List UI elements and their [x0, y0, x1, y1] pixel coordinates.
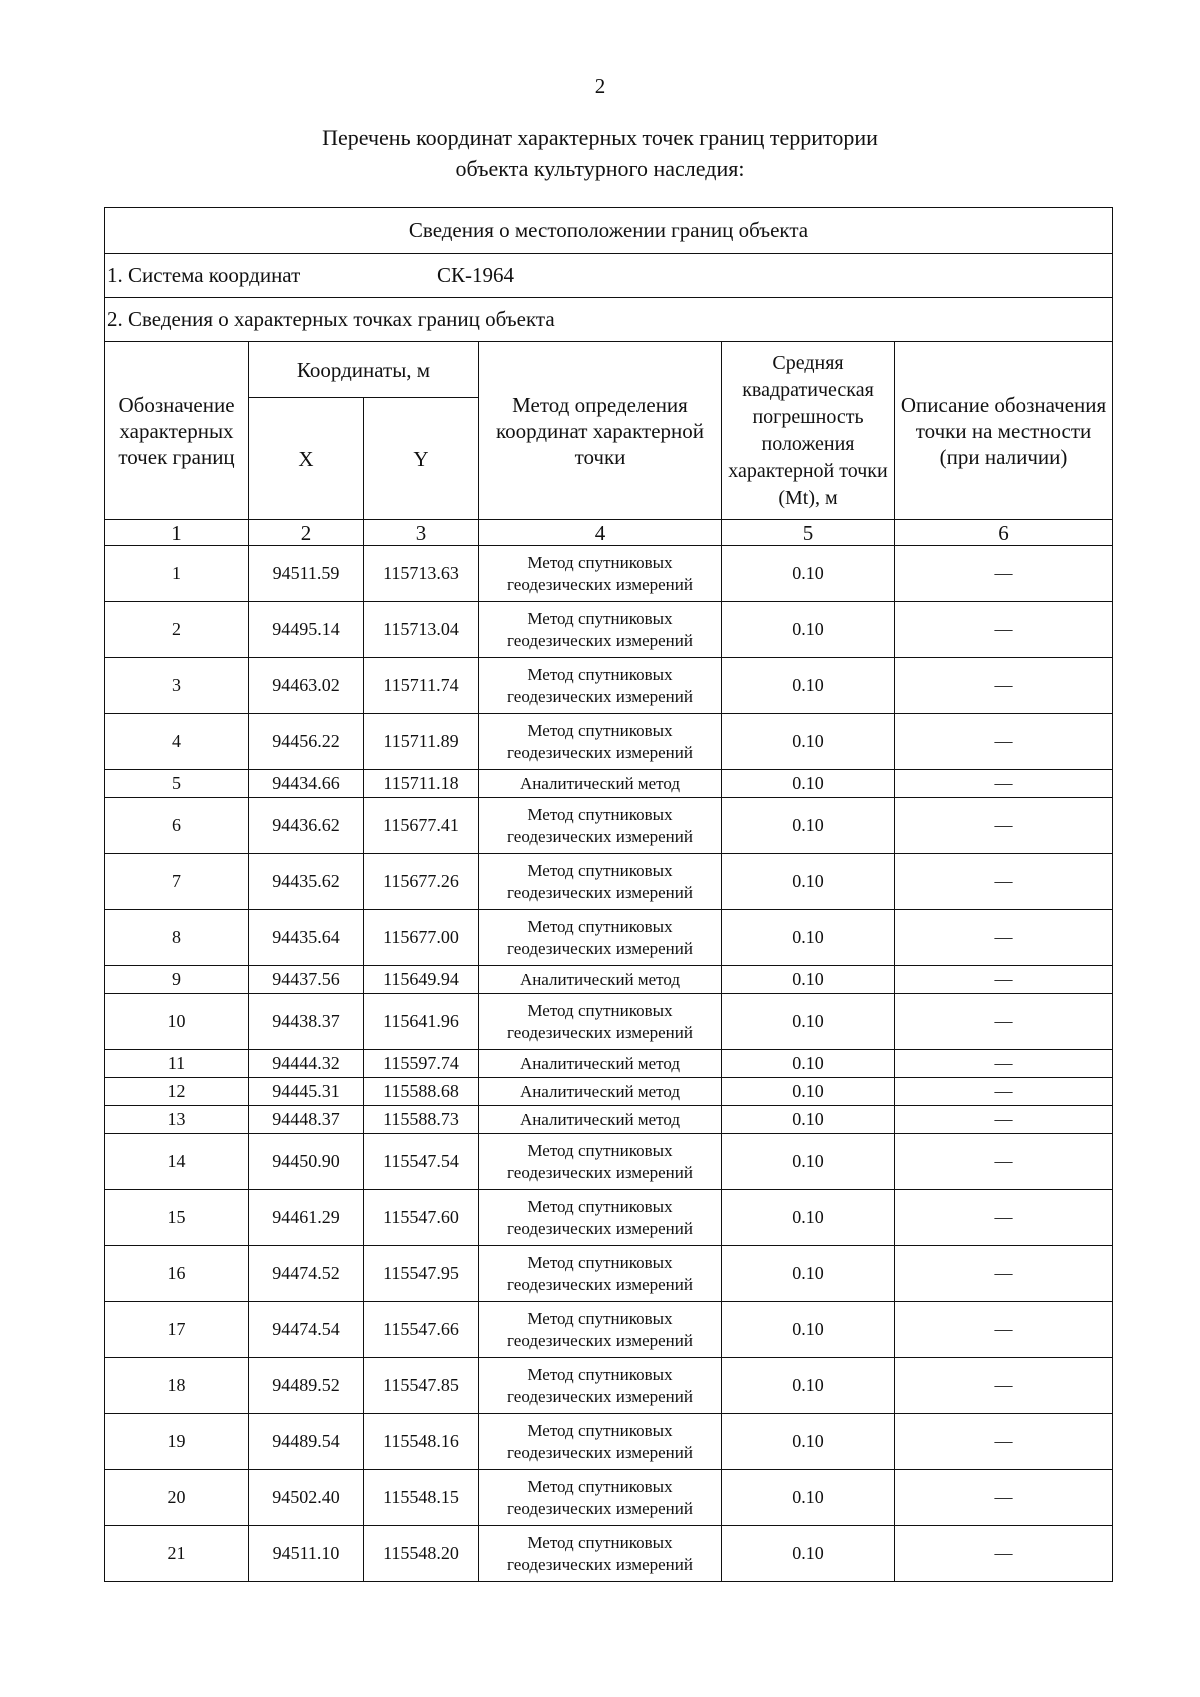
x-coordinate-cell: 94435.62 — [249, 854, 364, 910]
description-cell: — — [895, 1246, 1113, 1302]
point-id-cell: 15 — [105, 1190, 249, 1246]
table-banner: Сведения о местоположении границ объекта — [105, 208, 1113, 254]
y-coordinate-cell: 115713.04 — [364, 602, 479, 658]
table-row — [105, 1414, 1113, 1470]
y-coordinate-cell: 115711.89 — [364, 714, 479, 770]
method-text: Метод спутниковых геодезических измерений — [507, 804, 693, 846]
header-designation: Обозначение характерных точек границ — [105, 342, 249, 520]
error-cell: 0.10 — [722, 994, 895, 1050]
table-row — [105, 1358, 1113, 1414]
table-row — [105, 910, 1113, 966]
point-id-cell: 8 — [105, 910, 249, 966]
y-coordinate-cell: 115677.00 — [364, 910, 479, 966]
error-cell: 0.10 — [722, 1134, 895, 1190]
error-cell: 0.10 — [722, 1190, 895, 1246]
method-cell — [479, 966, 722, 994]
error-cell: 0.10 — [722, 854, 895, 910]
title-line-2: объекта культурного наследия: — [455, 156, 745, 181]
error-cell: 0.10 — [722, 1302, 895, 1358]
y-coordinate-cell: 115597.74 — [364, 1050, 479, 1078]
table-row — [105, 1302, 1113, 1358]
error-cell: 0.10 — [722, 1246, 895, 1302]
point-id-cell: 9 — [105, 966, 249, 994]
table-row — [105, 1106, 1113, 1134]
table-row — [105, 714, 1113, 770]
point-id-cell: 13 — [105, 1106, 249, 1134]
error-cell: 0.10 — [722, 1050, 895, 1078]
x-coordinate-cell: 94474.52 — [249, 1246, 364, 1302]
method-cell — [479, 1526, 722, 1582]
description-cell: — — [895, 966, 1113, 994]
method-text: Аналитический метод — [519, 1053, 681, 1073]
y-coordinate-cell: 115547.54 — [364, 1134, 479, 1190]
error-cell: 0.10 — [722, 1078, 895, 1106]
x-coordinate-cell: 94511.10 — [249, 1526, 364, 1582]
point-id-cell: 2 — [105, 602, 249, 658]
method-cell — [479, 1246, 722, 1302]
y-coordinate-cell: 115713.63 — [364, 546, 479, 602]
description-cell: — — [895, 546, 1113, 602]
x-coordinate-cell: 94436.62 — [249, 798, 364, 854]
point-id-cell: 1 — [105, 546, 249, 602]
y-coordinate-cell: 115548.16 — [364, 1414, 479, 1470]
method-text: Метод спутниковых геодезических измерений — [507, 608, 693, 650]
method-text: Метод спутниковых геодезических измерений — [507, 1308, 693, 1350]
y-coordinate-cell: 115649.94 — [364, 966, 479, 994]
x-coordinate-cell: 94489.52 — [249, 1358, 364, 1414]
x-coordinate-cell: 94445.31 — [249, 1078, 364, 1106]
table-row — [105, 966, 1113, 994]
method-cell — [479, 1078, 722, 1106]
x-coordinate-cell: 94502.40 — [249, 1470, 364, 1526]
table-row — [105, 1050, 1113, 1078]
table-row — [105, 1246, 1113, 1302]
method-cell — [479, 714, 722, 770]
coordinates-table — [104, 207, 1113, 1582]
method-cell — [479, 1134, 722, 1190]
x-coordinate-cell: 94444.32 — [249, 1050, 364, 1078]
method-cell — [479, 1050, 722, 1078]
y-coordinate-cell: 115547.66 — [364, 1302, 479, 1358]
point-id-cell: 21 — [105, 1526, 249, 1582]
method-cell — [479, 798, 722, 854]
method-text: Метод спутниковых геодезических измерений — [507, 1364, 693, 1406]
x-coordinate-cell: 94448.37 — [249, 1106, 364, 1134]
y-coordinate-cell: 115588.68 — [364, 1078, 479, 1106]
x-coordinate-cell: 94463.02 — [249, 658, 364, 714]
method-cell — [479, 602, 722, 658]
x-coordinate-cell: 94450.90 — [249, 1134, 364, 1190]
table-row — [105, 602, 1113, 658]
y-coordinate-cell: 115588.73 — [364, 1106, 479, 1134]
point-id-cell: 20 — [105, 1470, 249, 1526]
header-coordinates: Координаты, м — [249, 342, 479, 398]
table-row — [105, 1134, 1113, 1190]
description-cell: — — [895, 1106, 1113, 1134]
error-cell: 0.10 — [722, 1358, 895, 1414]
method-cell — [479, 1470, 722, 1526]
column-number: 2 — [249, 520, 364, 546]
x-coordinate-cell: 94456.22 — [249, 714, 364, 770]
y-coordinate-cell: 115548.20 — [364, 1526, 479, 1582]
method-cell — [479, 546, 722, 602]
points-section-title: 2. Сведения о характерных точках границ объекта — [105, 298, 1113, 342]
point-id-cell: 4 — [105, 714, 249, 770]
column-number: 6 — [895, 520, 1113, 546]
y-coordinate-cell: 115547.85 — [364, 1358, 479, 1414]
y-coordinate-cell: 115547.95 — [364, 1246, 479, 1302]
header-method: Метод определения координат характерной точки — [479, 342, 722, 520]
method-cell — [479, 1106, 722, 1134]
error-cell: 0.10 — [722, 798, 895, 854]
description-cell: — — [895, 1358, 1113, 1414]
method-text: Метод спутниковых геодезических измерений — [507, 1196, 693, 1238]
description-cell: — — [895, 910, 1113, 966]
y-coordinate-cell: 115548.15 — [364, 1470, 479, 1526]
title-line-1: Перечень координат характерных точек границ территории — [322, 125, 878, 150]
description-cell: — — [895, 994, 1113, 1050]
header-y: Y — [364, 398, 479, 520]
description-cell: — — [895, 1470, 1113, 1526]
method-text: Метод спутниковых геодезических измерений — [507, 1000, 693, 1042]
x-coordinate-cell: 94461.29 — [249, 1190, 364, 1246]
error-cell: 0.10 — [722, 658, 895, 714]
error-cell: 0.10 — [722, 602, 895, 658]
point-id-cell: 3 — [105, 658, 249, 714]
x-coordinate-cell: 94435.64 — [249, 910, 364, 966]
column-number: 5 — [722, 520, 895, 546]
method-text: Метод спутниковых геодезических измерений — [507, 1532, 693, 1574]
description-cell: — — [895, 1050, 1113, 1078]
description-cell: — — [895, 1526, 1113, 1582]
x-coordinate-cell: 94489.54 — [249, 1414, 364, 1470]
description-cell: — — [895, 1134, 1113, 1190]
error-cell: 0.10 — [722, 1526, 895, 1582]
method-text: Аналитический метод — [519, 1109, 681, 1129]
method-cell — [479, 910, 722, 966]
table-row — [105, 546, 1113, 602]
method-text: Аналитический метод — [519, 773, 681, 793]
description-cell: — — [895, 798, 1113, 854]
x-coordinate-cell: 94434.66 — [249, 770, 364, 798]
method-cell — [479, 1190, 722, 1246]
method-text: Метод спутниковых геодезических измерений — [507, 860, 693, 902]
error-cell: 0.10 — [722, 1106, 895, 1134]
coordinate-system-row — [105, 254, 1113, 298]
document-title — [0, 122, 1200, 184]
error-cell: 0.10 — [722, 546, 895, 602]
y-coordinate-cell: 115677.26 — [364, 854, 479, 910]
x-coordinate-cell: 94495.14 — [249, 602, 364, 658]
description-cell: — — [895, 658, 1113, 714]
point-id-cell: 18 — [105, 1358, 249, 1414]
description-cell: — — [895, 1078, 1113, 1106]
table-row — [105, 854, 1113, 910]
method-text: Метод спутниковых геодезических измерений — [507, 916, 693, 958]
point-id-cell: 7 — [105, 854, 249, 910]
description-cell: — — [895, 854, 1113, 910]
table-row — [105, 658, 1113, 714]
x-coordinate-cell: 94511.59 — [249, 546, 364, 602]
y-coordinate-cell: 115711.74 — [364, 658, 479, 714]
header-description: Описание обозначения точки на местности (при наличии) — [895, 342, 1113, 520]
method-cell — [479, 994, 722, 1050]
point-id-cell: 10 — [105, 994, 249, 1050]
method-text: Метод спутниковых геодезических измерений — [507, 1476, 693, 1518]
table-row — [105, 1078, 1113, 1106]
header-x: X — [249, 398, 364, 520]
description-cell: — — [895, 770, 1113, 798]
table-row — [105, 770, 1113, 798]
method-text: Аналитический метод — [519, 1081, 681, 1101]
point-id-cell: 14 — [105, 1134, 249, 1190]
column-number: 1 — [105, 520, 249, 546]
point-id-cell: 6 — [105, 798, 249, 854]
y-coordinate-cell: 115547.60 — [364, 1190, 479, 1246]
method-cell — [479, 658, 722, 714]
error-cell: 0.10 — [722, 1470, 895, 1526]
method-cell — [479, 1414, 722, 1470]
method-text: Метод спутниковых геодезических измерений — [507, 1140, 693, 1182]
point-id-cell: 12 — [105, 1078, 249, 1106]
error-cell: 0.10 — [722, 910, 895, 966]
coordinate-system-value: СК-1964 — [437, 263, 515, 287]
point-id-cell: 16 — [105, 1246, 249, 1302]
error-cell: 0.10 — [722, 770, 895, 798]
error-cell: 0.10 — [722, 1414, 895, 1470]
point-id-cell: 17 — [105, 1302, 249, 1358]
column-number: 3 — [364, 520, 479, 546]
error-cell: 0.10 — [722, 714, 895, 770]
table-row — [105, 994, 1113, 1050]
y-coordinate-cell: 115711.18 — [364, 770, 479, 798]
x-coordinate-cell: 94474.54 — [249, 1302, 364, 1358]
method-cell — [479, 1358, 722, 1414]
method-text: Метод спутниковых геодезических измерений — [507, 552, 693, 594]
page-number: 2 — [594, 74, 606, 98]
header-error: Средняя квадратическая погрешность положения характерной точки (Mt), м — [722, 342, 895, 520]
point-id-cell: 19 — [105, 1414, 249, 1470]
point-id-cell: 11 — [105, 1050, 249, 1078]
x-coordinate-cell: 94438.37 — [249, 994, 364, 1050]
table-row — [105, 1190, 1113, 1246]
y-coordinate-cell: 115677.41 — [364, 798, 479, 854]
error-cell: 0.10 — [722, 966, 895, 994]
method-text: Аналитический метод — [519, 969, 681, 989]
description-cell: — — [895, 1414, 1113, 1470]
column-numbers-row — [105, 520, 1113, 546]
description-cell: — — [895, 714, 1113, 770]
y-coordinate-cell: 115641.96 — [364, 994, 479, 1050]
description-cell: — — [895, 602, 1113, 658]
table-row — [105, 798, 1113, 854]
method-cell — [479, 854, 722, 910]
table-row — [105, 1470, 1113, 1526]
table-row — [105, 1526, 1113, 1582]
method-cell — [479, 1302, 722, 1358]
point-id-cell: 5 — [105, 770, 249, 798]
method-text: Метод спутниковых геодезических измерений — [507, 664, 693, 706]
method-text: Метод спутниковых геодезических измерений — [507, 1420, 693, 1462]
x-coordinate-cell: 94437.56 — [249, 966, 364, 994]
method-text: Метод спутниковых геодезических измерений — [507, 720, 693, 762]
method-text: Метод спутниковых геодезических измерений — [507, 1252, 693, 1294]
description-cell: — — [895, 1190, 1113, 1246]
column-number: 4 — [479, 520, 722, 546]
coordinate-system-label: 1. Система координат — [107, 263, 301, 287]
description-cell: — — [895, 1302, 1113, 1358]
method-cell — [479, 770, 722, 798]
